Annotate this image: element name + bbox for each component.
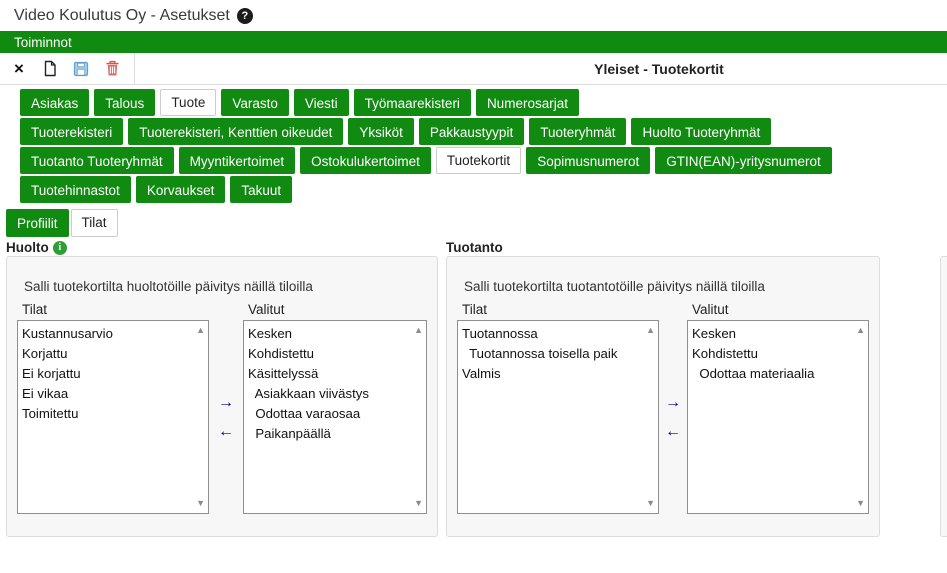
tab[interactable]: Ostokulukertoimet — [300, 147, 431, 174]
list-option[interactable]: Toimitettu — [22, 406, 79, 421]
tab[interactable]: Viesti — [294, 89, 349, 116]
list-option[interactable]: Käsittelyssä — [248, 366, 319, 381]
list-option[interactable]: Kohdistettu — [692, 346, 758, 361]
tab[interactable]: Asiakas — [20, 89, 89, 116]
huolto-title: Huolto — [6, 240, 49, 255]
tab[interactable]: Yksiköt — [348, 118, 414, 145]
tab[interactable]: Sopimusnumerot — [526, 147, 650, 174]
cutoff-panel-edge — [940, 256, 947, 537]
section-huolto — [6, 239, 438, 537]
move-left-button[interactable]: ← — [218, 422, 234, 440]
list-option[interactable]: Ei vikaa — [22, 386, 69, 401]
list-option[interactable]: Kesken — [692, 326, 736, 341]
tab[interactable]: Työmaarekisteri — [354, 89, 471, 116]
tab[interactable]: Tuoterekisteri — [20, 118, 123, 145]
main-tabs — [20, 89, 947, 203]
tab[interactable]: Tuotanto Tuoteryhmät — [20, 147, 174, 174]
tab[interactable]: GTIN(EAN)-yritysnumerot — [655, 147, 832, 174]
tab-row-1 — [20, 89, 947, 116]
list-option[interactable]: Odottaa materiaalia — [692, 366, 815, 381]
content-area — [6, 239, 947, 537]
scroll-up-icon[interactable]: ▲ — [196, 325, 205, 335]
toolbar-title: Yleiset - Tuotekortit — [594, 60, 724, 77]
tab-row-2 — [20, 118, 947, 145]
toolbar — [0, 53, 947, 85]
menubar — [0, 31, 947, 53]
subtab-row — [6, 209, 947, 237]
tab[interactable]: Myyntikertoimet — [179, 147, 296, 174]
tuotanto-selected-listbox[interactable] — [687, 320, 869, 514]
tab[interactable]: Takuut — [230, 176, 292, 203]
huolto-states-column — [17, 302, 209, 514]
subtab[interactable]: Profiilit — [6, 209, 69, 237]
tuotanto-states-label: Tilat — [462, 302, 488, 317]
tuotanto-panel — [446, 256, 880, 537]
list-option[interactable]: Odottaa varaosaa — [248, 406, 361, 421]
tab[interactable]: Varasto — [221, 89, 289, 116]
tuotanto-header — [446, 239, 880, 256]
list-option[interactable]: Korjattu — [22, 346, 68, 361]
scroll-down-icon[interactable]: ▼ — [414, 498, 423, 508]
tuotanto-selected-label: Valitut — [692, 302, 729, 317]
list-option[interactable]: Tuotannossa — [462, 326, 538, 341]
scroll-down-icon[interactable]: ▼ — [196, 498, 205, 508]
list-option[interactable]: Kustannusarvio — [22, 326, 113, 341]
info-icon[interactable]: i — [53, 241, 67, 255]
tuotanto-selected-column — [687, 302, 869, 514]
tuotanto-move-buttons — [659, 320, 687, 514]
save-icon — [73, 61, 89, 77]
scroll-up-icon[interactable]: ▲ — [856, 325, 865, 335]
huolto-selected-column — [243, 302, 427, 514]
huolto-panel — [6, 256, 438, 537]
tuotanto-lists — [457, 302, 869, 514]
save-button[interactable] — [68, 56, 94, 82]
scroll-up-icon[interactable]: ▲ — [646, 325, 655, 335]
tab[interactable]: Tuote — [160, 89, 216, 116]
close-button[interactable] — [6, 56, 32, 82]
list-option[interactable]: Ei korjattu — [22, 366, 81, 381]
list-option[interactable]: Asiakkaan viivästys — [248, 386, 369, 401]
list-option[interactable]: Paikanpäällä — [248, 426, 331, 441]
list-option[interactable]: Kohdistettu — [248, 346, 314, 361]
tuotanto-title: Tuotanto — [446, 240, 503, 255]
titlebar — [0, 0, 947, 31]
tab[interactable]: Numerosarjat — [476, 89, 579, 116]
tuotanto-states-listbox[interactable] — [457, 320, 659, 514]
tab[interactable]: Korvaukset — [136, 176, 226, 203]
list-option[interactable]: Kesken — [248, 326, 292, 341]
tab-row-3 — [20, 147, 947, 174]
subtab[interactable]: Tilat — [71, 209, 118, 237]
menu-item-toiminnot[interactable]: Toiminnot — [14, 34, 72, 50]
scroll-down-icon[interactable]: ▼ — [646, 498, 655, 508]
list-option[interactable]: Valmis — [462, 366, 501, 381]
help-icon[interactable]: ? — [237, 8, 253, 24]
tab[interactable]: Tuoterekisteri, Kenttien oikeudet — [128, 118, 343, 145]
tuotanto-states-column — [457, 302, 659, 514]
page-title: Video Koulutus Oy - Asetukset — [14, 6, 230, 24]
trash-icon — [105, 60, 120, 77]
huolto-header — [6, 239, 438, 256]
tab-row-4 — [20, 176, 947, 203]
huolto-states-label: Tilat — [22, 302, 48, 317]
huolto-description: Salli tuotekortilta huoltotöille päivitys näillä tiloilla — [24, 279, 313, 294]
huolto-selected-listbox[interactable] — [243, 320, 427, 514]
move-right-button[interactable]: → — [218, 393, 234, 411]
close-icon: × — [14, 59, 24, 78]
section-tuotanto — [446, 239, 880, 537]
huolto-states-listbox[interactable] — [17, 320, 209, 514]
tab[interactable]: Tuoteryhmät — [529, 118, 626, 145]
scroll-up-icon[interactable]: ▲ — [414, 325, 423, 335]
move-right-button[interactable]: → — [665, 393, 681, 411]
new-document-icon — [42, 60, 58, 77]
toolbar-separator — [134, 53, 135, 84]
tuotanto-description: Salli tuotekortilta tuotantotöille päivitys näillä tiloilla — [464, 279, 765, 294]
huolto-lists — [17, 302, 427, 514]
list-option[interactable]: Tuotannossa toisella paik — [462, 346, 618, 361]
tab[interactable]: Tuotekortit — [436, 147, 521, 174]
tab[interactable]: Tuotehinnastot — [20, 176, 131, 203]
tab[interactable]: Pakkaustyypit — [419, 118, 524, 145]
scroll-down-icon[interactable]: ▼ — [856, 498, 865, 508]
tab[interactable]: Talous — [94, 89, 155, 116]
new-document-button[interactable] — [37, 56, 63, 82]
delete-button[interactable] — [99, 56, 125, 82]
huolto-selected-label: Valitut — [248, 302, 285, 317]
huolto-move-buttons — [211, 320, 241, 514]
move-left-button[interactable]: ← — [665, 422, 681, 440]
tab[interactable]: Huolto Tuoteryhmät — [631, 118, 771, 145]
